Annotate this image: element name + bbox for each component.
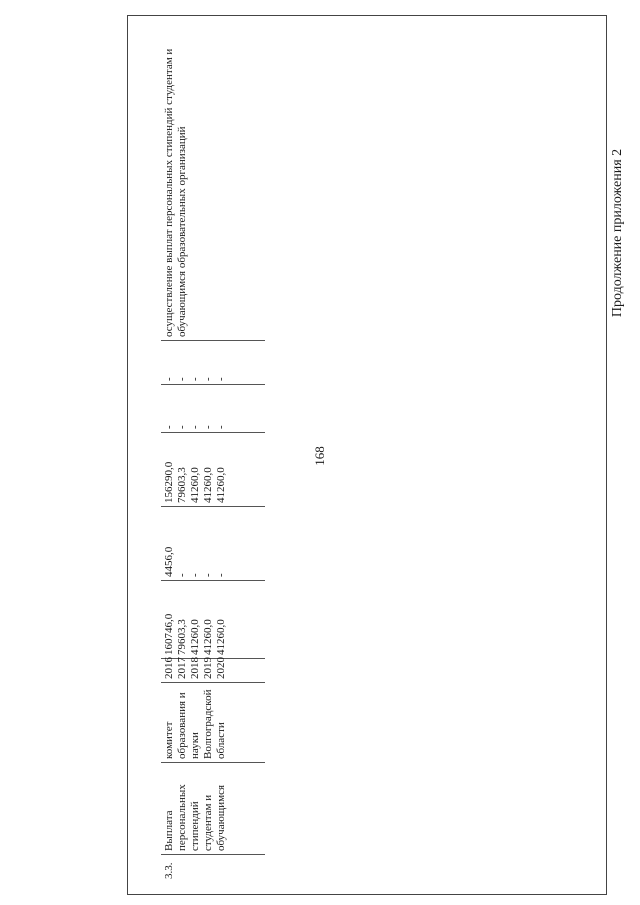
measure-name: Выплата персональных стипендий студентам и обучающимся: [161, 762, 265, 854]
amount: 41260,0: [189, 619, 201, 655]
amount: -: [215, 425, 227, 429]
amount: 156290,0: [163, 461, 175, 503]
year: 2017: [176, 657, 188, 679]
amount: -: [163, 377, 175, 381]
year: 2019: [202, 657, 214, 679]
amount: 41260,0: [189, 467, 201, 503]
year: 2018: [189, 657, 201, 679]
amount: 41260,0: [202, 467, 214, 503]
amount: -: [215, 377, 227, 381]
amount: -: [215, 573, 227, 577]
row-number: 3.3.: [161, 854, 265, 882]
amount: 4456,0: [163, 546, 175, 577]
page-number: 168: [312, 446, 327, 466]
funding-total: [161, 580, 265, 658]
amount: 79603,3: [176, 619, 188, 655]
amount: -: [189, 425, 201, 429]
funding-offbudget: [161, 340, 265, 384]
amount: -: [202, 425, 214, 429]
amount: 41260,0: [202, 619, 214, 655]
year: 2016: [163, 657, 175, 679]
amount: -: [163, 425, 175, 429]
amount: -: [176, 377, 188, 381]
amount: 41260,0: [215, 467, 227, 503]
funding-local: [161, 384, 265, 432]
funding-regional: [161, 432, 265, 506]
year: 2020: [215, 657, 227, 679]
amount: 160746,0: [163, 613, 175, 655]
amount: -: [189, 377, 201, 381]
continuation-title: Продолжение приложения 2: [610, 148, 625, 318]
expected-result: осуществление выплат персональных стипендий студентам и обучающимся образовательных организаций: [163, 48, 188, 337]
executor: комитет образования и науки Волгоградской области: [161, 682, 265, 762]
amount: -: [176, 425, 188, 429]
amount: 79603,3: [176, 467, 188, 503]
amount: -: [202, 573, 214, 577]
amount: -: [202, 377, 214, 381]
table-row: [161, 28, 265, 882]
amount: -: [189, 573, 201, 577]
amount: -: [176, 573, 188, 577]
years-list: [161, 658, 265, 682]
funding-federal: [161, 506, 265, 580]
amount: 41260,0: [215, 619, 227, 655]
